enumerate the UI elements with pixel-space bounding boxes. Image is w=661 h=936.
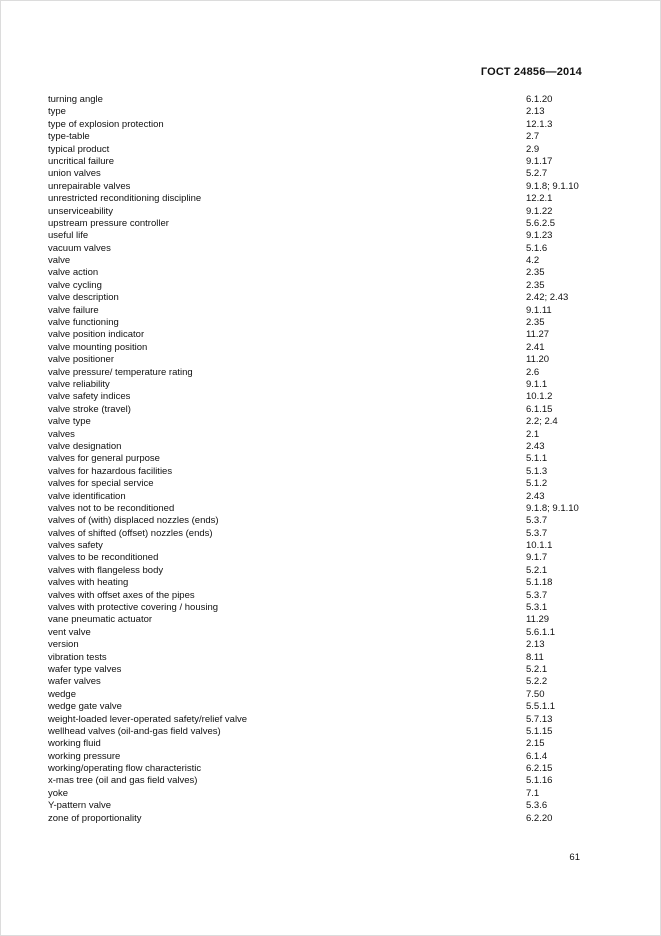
- index-entry: [48, 813, 630, 825]
- index-entry: [48, 354, 630, 366]
- index-ref: 6.2.15: [526, 763, 553, 775]
- index-entry: [48, 676, 630, 688]
- index-entry: [48, 515, 630, 527]
- index-term: type of explosion protection: [48, 118, 164, 130]
- index-term: valves safety: [48, 540, 103, 552]
- index-ref: 5.1.1: [526, 453, 548, 465]
- index-ref: 6.2.20: [526, 812, 553, 824]
- index-entry: [48, 181, 630, 193]
- index-term: vacuum valves: [48, 242, 111, 254]
- index-ref: 2.13: [526, 639, 545, 651]
- index-entry: [48, 763, 630, 775]
- index-ref: 5.1.16: [526, 775, 553, 787]
- index-entry: [48, 565, 630, 577]
- index-ref: 11.20: [526, 354, 550, 366]
- index-entry: [48, 391, 630, 403]
- index-entry: [48, 664, 630, 676]
- index-term: valve functioning: [48, 317, 119, 329]
- index-ref: 8.11: [526, 651, 544, 663]
- index-ref: 5.2.1: [526, 663, 548, 675]
- index-ref: 5.2.1: [526, 564, 548, 576]
- index-term: valve cycling: [48, 279, 102, 291]
- index-term: valve: [48, 255, 71, 267]
- index-entry: [48, 577, 630, 589]
- index-ref: 12.1.3: [526, 118, 553, 130]
- index-term: wafer valves: [48, 676, 101, 688]
- index-ref: 5.3.7: [526, 589, 548, 601]
- index-ref: 5.1.15: [526, 725, 553, 737]
- index-entry: [48, 478, 630, 490]
- index-entry: [48, 280, 630, 292]
- index-term: uncritical failure: [48, 155, 114, 167]
- index-term: zone of proportionality: [48, 812, 142, 824]
- index-term: valve designation: [48, 440, 122, 452]
- index-term: valve stroke (travel): [48, 403, 131, 415]
- index-entry: [48, 367, 630, 379]
- index-entry: [48, 726, 630, 738]
- index-term: working pressure: [48, 750, 121, 762]
- index-term: vibration tests: [48, 651, 107, 663]
- index-term: valves not to be reconditioned: [48, 502, 175, 514]
- index-entry: [48, 602, 630, 614]
- index-ref: 5.3.1: [526, 602, 548, 614]
- index-entry: [48, 206, 630, 218]
- index-term: vane pneumatic actuator: [48, 614, 153, 626]
- index-ref: 6.1.4: [526, 750, 548, 762]
- index-ref: 7.50: [526, 688, 545, 700]
- index-term: valve mounting position: [48, 341, 148, 353]
- index-ref: 10.1.1: [526, 540, 553, 552]
- index-entry: [48, 218, 630, 230]
- index-entry: [48, 329, 630, 341]
- index-term: useful life: [48, 230, 89, 242]
- index-entry: [48, 714, 630, 726]
- index-entry: [48, 106, 630, 118]
- index-ref: 2.35: [526, 279, 545, 291]
- index-ref: 9.1.8; 9.1.10: [526, 180, 579, 192]
- index-term: valve positioner: [48, 354, 115, 366]
- index-ref: 2.35: [526, 317, 545, 329]
- page-number: 61: [569, 852, 580, 863]
- index-entry: [48, 156, 630, 168]
- index-term: type: [48, 106, 66, 118]
- index-ref: 2.41: [526, 341, 545, 353]
- index-entry: [48, 292, 630, 304]
- index-term: valves with protective covering / housing: [48, 602, 219, 614]
- index-ref: 5.2.2: [526, 676, 548, 688]
- index-ref: 2.9: [526, 143, 540, 155]
- index-ref: 2.43: [526, 490, 545, 502]
- index-ref: 2.7: [526, 131, 540, 143]
- index-entry: [48, 614, 630, 626]
- index-term: wedge: [48, 688, 76, 700]
- index-term: valve failure: [48, 304, 99, 316]
- index-entry: [48, 305, 630, 317]
- index-ref: 5.3.7: [526, 515, 548, 527]
- index-ref: 2.13: [526, 106, 545, 118]
- index-entry: [48, 775, 630, 787]
- index-ref: 2.6: [526, 366, 540, 378]
- document-title: ГОСТ 24856—2014: [480, 66, 582, 78]
- index-ref: 9.1.7: [526, 552, 548, 564]
- index-entry: [48, 652, 630, 664]
- index-term: valves for special service: [48, 478, 154, 490]
- index-entry: [48, 429, 630, 441]
- index-ref: 5.3.6: [526, 800, 548, 812]
- index-entry: [48, 738, 630, 750]
- index-term: vent valve: [48, 626, 91, 638]
- index-term: typical product: [48, 143, 110, 155]
- index-ref: 5.1.2: [526, 478, 548, 490]
- index-ref: 2.42; 2.43: [526, 292, 569, 304]
- index-ref: 2.2; 2.4: [526, 416, 558, 428]
- index-entry: [48, 552, 630, 564]
- index-ref: 11.29: [526, 614, 550, 626]
- index-term: valve safety indices: [48, 391, 131, 403]
- index-ref: 9.1.8; 9.1.10: [526, 502, 579, 514]
- index-entry: [48, 788, 630, 800]
- index-term: valve position indicator: [48, 329, 145, 341]
- index-term: valves with heating: [48, 577, 129, 589]
- index-term: valve description: [48, 292, 119, 304]
- index-ref: 2.1: [526, 428, 540, 440]
- index-term: unserviceability: [48, 205, 113, 217]
- index-ref: 9.1.17: [526, 155, 553, 167]
- index-ref: 2.35: [526, 267, 545, 279]
- index-entry: [48, 317, 630, 329]
- index-ref: 5.7.13: [526, 713, 553, 725]
- index-entry: [48, 193, 630, 205]
- index-entry: [48, 751, 630, 763]
- index-entry: [48, 230, 630, 242]
- index-ref: 5.1.3: [526, 465, 548, 477]
- index-ref: 5.1.18: [526, 577, 553, 589]
- index-entry: [48, 689, 630, 701]
- index-term: yoke: [48, 787, 69, 799]
- index-term: type-table: [48, 131, 90, 143]
- index-ref: 2.43: [526, 440, 545, 452]
- index-ref: 6.1.20: [526, 94, 553, 105]
- index-term: valves with offset axes of the pipes: [48, 589, 195, 601]
- index-ref: 11.27: [526, 329, 550, 341]
- index-entry: [48, 404, 630, 416]
- index-term: valve pressure/ temperature rating: [48, 366, 193, 378]
- index-entry: [48, 491, 630, 503]
- index-term: valves of shifted (offset) nozzles (ends): [48, 527, 213, 539]
- index-ref: 9.1.22: [526, 205, 553, 217]
- index-term: valves of (with) displaced nozzles (ends): [48, 515, 219, 527]
- index-entry: [48, 119, 630, 131]
- index-entry: [48, 131, 630, 143]
- index-term: valve action: [48, 267, 99, 279]
- index-list: [48, 94, 630, 825]
- index-entry: [48, 144, 630, 156]
- index-entry: [48, 800, 630, 812]
- index-ref: 6.1.15: [526, 403, 553, 415]
- index-term: union valves: [48, 168, 101, 180]
- index-ref: 5.3.7: [526, 527, 548, 539]
- index-ref: 5.2.7: [526, 168, 548, 180]
- index-term: valves for general purpose: [48, 453, 160, 465]
- index-term: valves to be reconditioned: [48, 552, 159, 564]
- index-ref: 2.15: [526, 738, 545, 750]
- index-entry: [48, 441, 630, 453]
- index-ref: 9.1.1: [526, 378, 548, 390]
- index-entry: [48, 453, 630, 465]
- index-term: valve reliability: [48, 378, 110, 390]
- index-term: working/operating flow characteristic: [48, 763, 202, 775]
- index-ref: 10.1.2: [526, 391, 553, 403]
- index-term: turning angle: [48, 94, 103, 105]
- index-ref: 9.1.23: [526, 230, 553, 242]
- index-entry: [48, 466, 630, 478]
- index-ref: 9.1.11: [526, 304, 552, 316]
- index-term: unrestricted reconditioning discipline: [48, 193, 202, 205]
- index-entry: [48, 528, 630, 540]
- index-term: unrepairable valves: [48, 180, 131, 192]
- index-entry: [48, 627, 630, 639]
- index-term: upstream pressure controller: [48, 217, 169, 229]
- index-term: wafer type valves: [48, 663, 122, 675]
- index-term: version: [48, 639, 79, 651]
- index-term: Y-pattern valve: [48, 800, 112, 812]
- index-entry: [48, 243, 630, 255]
- index-entry: [48, 639, 630, 651]
- index-ref: 5.6.1.1: [526, 626, 556, 638]
- index-entry: [48, 416, 630, 428]
- index-term: weight-loaded lever-operated safety/relief valve: [48, 713, 248, 725]
- index-entry: [48, 168, 630, 180]
- index-ref: 4.2: [526, 255, 540, 267]
- index-ref: 5.1.6: [526, 242, 548, 254]
- index-ref: 12.2.1: [526, 193, 553, 205]
- index-ref: 5.6.2.5: [526, 217, 556, 229]
- index-entry: [48, 503, 630, 515]
- index-term: valve identification: [48, 490, 126, 502]
- index-ref: 5.5.1.1: [526, 701, 556, 713]
- index-term: valve type: [48, 416, 91, 428]
- index-entry: [48, 590, 630, 602]
- index-entry: [48, 267, 630, 279]
- index-ref: 7.1: [526, 787, 540, 799]
- index-term: valves with flangeless body: [48, 564, 164, 576]
- index-entry: [48, 540, 630, 552]
- index-term: working fluid: [48, 738, 101, 750]
- index-entry: [48, 94, 630, 106]
- index-term: wellhead valves (oil-and-gas field valves): [48, 725, 221, 737]
- index-entry: [48, 255, 630, 267]
- index-term: valves: [48, 428, 75, 440]
- index-entry: [48, 342, 630, 354]
- index-term: wedge gate valve: [48, 701, 122, 713]
- index-entry: [48, 701, 630, 713]
- index-term: x-mas tree (oil and gas field valves): [48, 775, 198, 787]
- index-term: valves for hazardous facilities: [48, 465, 173, 477]
- index-entry: [48, 379, 630, 391]
